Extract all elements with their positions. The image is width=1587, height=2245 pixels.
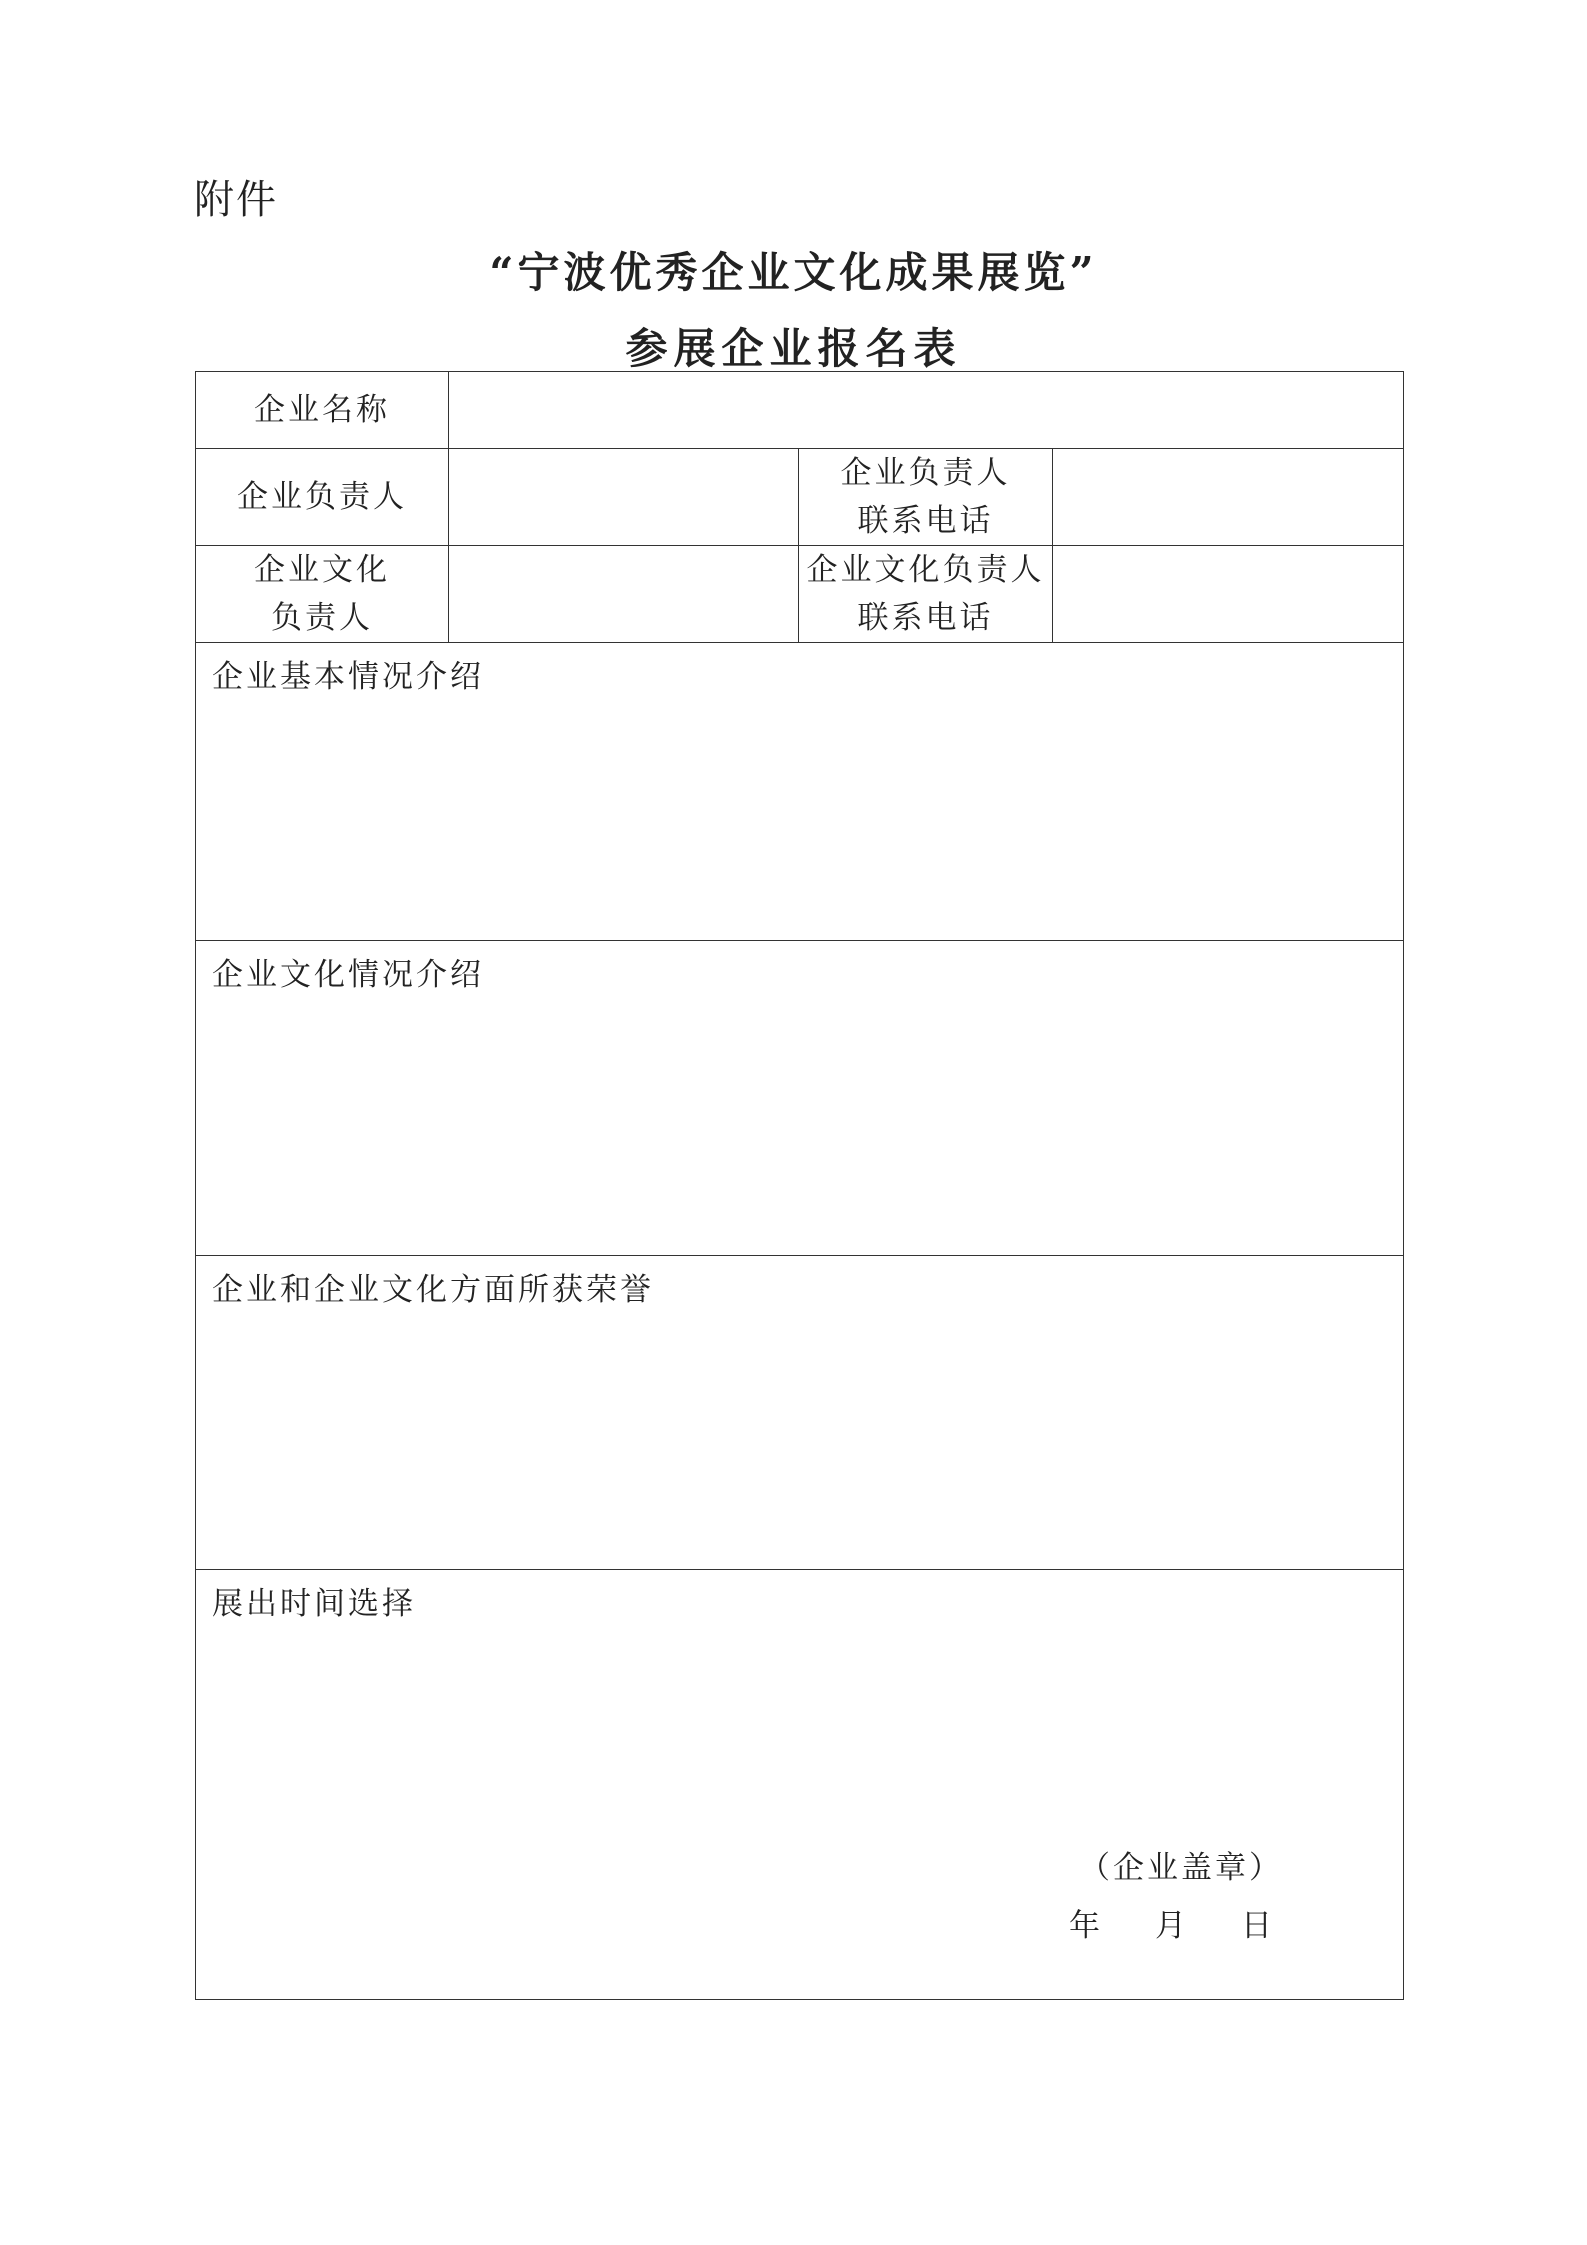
- company-name-field[interactable]: [449, 372, 1404, 449]
- basic-intro-label: 企业基本情况介绍: [212, 659, 484, 695]
- culture-intro-section[interactable]: [196, 941, 1404, 1256]
- leader-label: 企业负责人: [196, 449, 449, 546]
- culture-leader-field[interactable]: [449, 546, 799, 643]
- day-label: 日: [1241, 1908, 1276, 1944]
- date-line: [1069, 1897, 1283, 1955]
- culture-phone-label: [799, 546, 1053, 643]
- row-honors: [196, 1256, 1404, 1570]
- leader-phone-label-line1: 企业负责人: [840, 455, 1011, 491]
- exhibit-time-section[interactable]: [196, 1570, 1404, 2000]
- basic-intro-section[interactable]: [196, 643, 1404, 941]
- row-exhibit-time: [196, 1570, 1404, 2000]
- document-subtitle: 参展企业报名表: [625, 324, 962, 373]
- culture-leader-label-line1: 企业文化: [254, 552, 390, 588]
- exhibit-time-label: 展出时间选择: [212, 1586, 416, 1622]
- culture-phone-label-line2: 联系电话: [857, 600, 994, 636]
- seal-block: [1069, 1839, 1283, 1955]
- culture-intro-label: 企业文化情况介绍: [212, 957, 484, 993]
- row-leader: [196, 449, 1404, 546]
- attachment-label: 附件: [194, 177, 278, 223]
- leader-phone-label: [799, 449, 1053, 546]
- month-label: 月: [1155, 1908, 1190, 1944]
- culture-leader-label: [196, 546, 449, 643]
- row-culture-leader: [196, 546, 1404, 643]
- culture-phone-label-line1: 企业文化负责人: [806, 552, 1045, 588]
- leader-phone-label-line2: 联系电话: [857, 503, 994, 539]
- row-culture-intro: [196, 941, 1404, 1256]
- registration-form-table: [195, 371, 1404, 2000]
- culture-leader-label-line2: 负责人: [271, 600, 373, 636]
- document-title: “宁波优秀企业文化成果展览”: [489, 248, 1098, 297]
- row-basic-intro: [196, 643, 1404, 941]
- company-seal-text: （企业盖章）: [1079, 1850, 1284, 1886]
- culture-phone-field[interactable]: [1053, 546, 1404, 643]
- row-company-name: [196, 372, 1404, 449]
- leader-phone-field[interactable]: [1053, 449, 1404, 546]
- honors-label: 企业和企业文化方面所获荣誉: [212, 1272, 654, 1308]
- company-name-label: 企业名称: [196, 372, 449, 449]
- honors-section[interactable]: [196, 1256, 1404, 1570]
- year-label: 年: [1069, 1908, 1104, 1944]
- leader-field[interactable]: [449, 449, 799, 546]
